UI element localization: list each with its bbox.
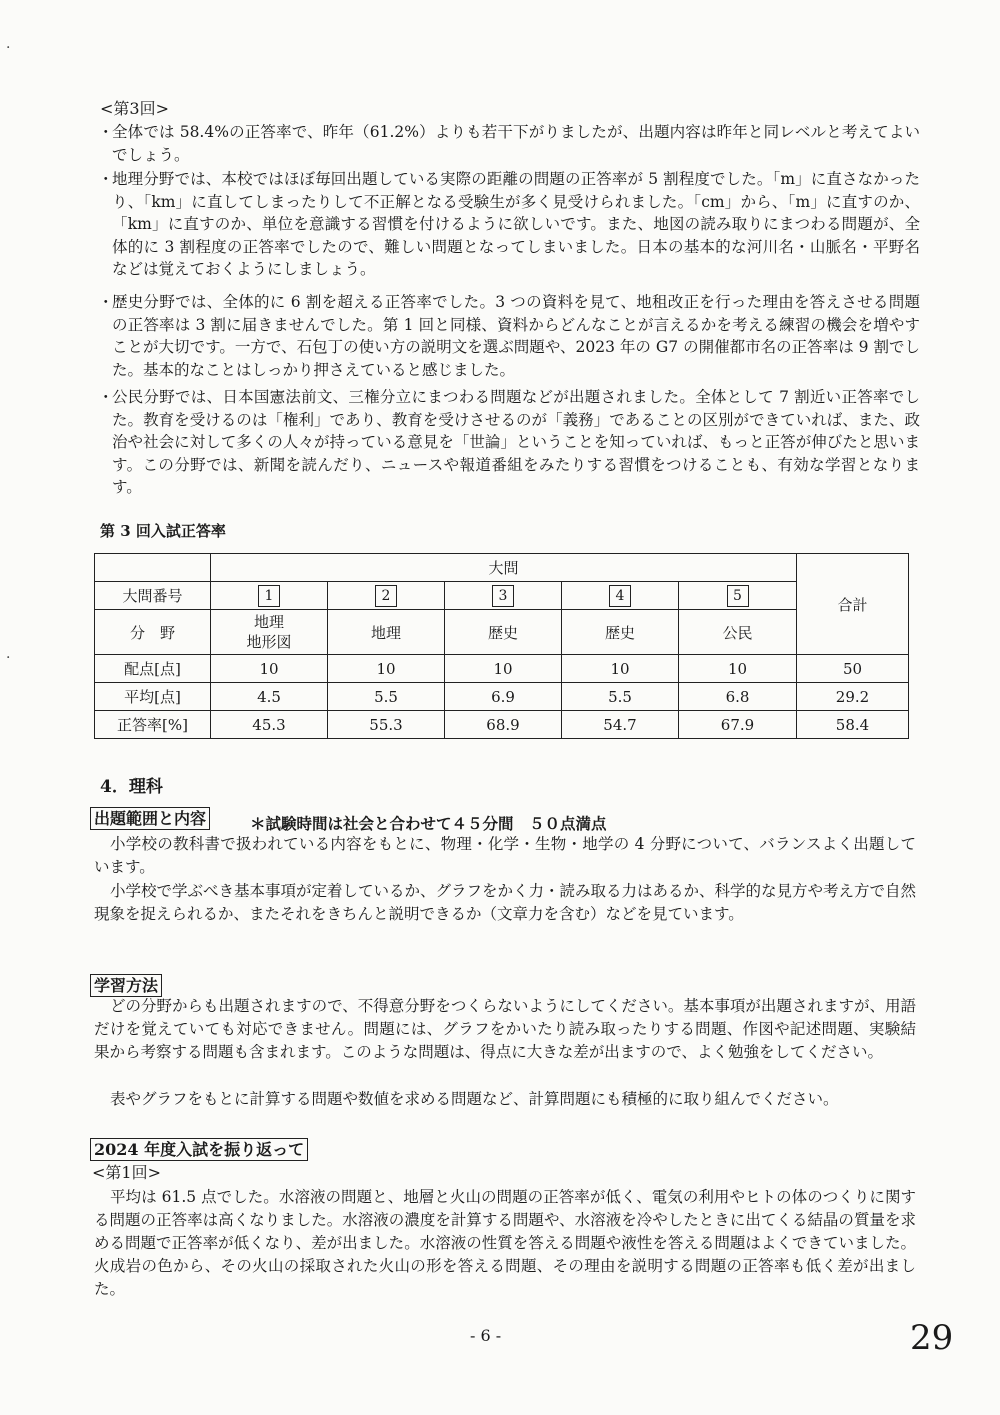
field-cell <box>211 610 328 655</box>
round1-title: <第1回> <box>92 1163 161 1182</box>
total-header: 合計 <box>797 554 909 655</box>
qnum-box: 2 <box>375 585 397 607</box>
qnum-cell <box>679 582 797 610</box>
row-label: 平均[点] <box>95 683 211 711</box>
row-label: 分 野 <box>95 610 211 655</box>
field-line: 地形図 <box>246 633 292 651</box>
scope-paragraph: 小学校で学ぶべき基本事項が定着しているか、グラフをかく力・読み取る力はあるか、科学的な見方や考え方で自然現象を捉えられるか、またそれをきちんと説明できるか（文章力を含む）などを見ています。 <box>94 882 917 923</box>
avg-cell: 6.8 <box>679 683 797 711</box>
qnum-cell <box>328 582 445 610</box>
section3-title: <第3回> <box>100 99 169 118</box>
bullet-civics: ・ 公民分野では、日本国憲法前文、三権分立にまつわる問題などが出題されました。全体として 7 割近い正答率でした。教育を受けるのは「権利」であり、教育を受けさせるのが「義務」であることの区別ができていれば、また、政治や社会に対して多くの人々が持っている意見を「世論」ということを知っていれば、もっと正答が伸びたと思います。この分野では、新聞を読んだり、ニュースや報道番組をみたりする習慣をつけることも、有効な学習となります。 <box>98 388 920 496</box>
study-label: 学習方法 <box>90 974 162 997</box>
points-cell: 10 <box>211 655 328 683</box>
row-label: 配点[点] <box>95 655 211 683</box>
qnum-cell <box>445 582 562 610</box>
score-table <box>94 553 909 739</box>
avg-total-cell: 29.2 <box>797 683 909 711</box>
avg-cell: 5.5 <box>562 683 679 711</box>
avg-cell: 6.9 <box>445 683 562 711</box>
points-cell: 10 <box>445 655 562 683</box>
table-row-field <box>95 610 909 655</box>
scope-note: ＊試験時間は社会と合わせて４５分間 ５０点満点 <box>250 814 607 833</box>
study-paragraph: 表やグラフをもとに計算する問題や数値を求める問題など、計算問題にも積極的に取り組んでください。 <box>110 1090 839 1108</box>
points-cell: 10 <box>679 655 797 683</box>
group-header: 大問 <box>211 554 797 582</box>
rate-cell: 68.9 <box>445 711 562 739</box>
field-cell: 歴史 <box>445 610 562 655</box>
field-line: 地理 <box>253 613 284 631</box>
stamp-number: 29 <box>910 1318 954 1358</box>
table-title: 第 3 回入試正答率 <box>100 522 226 540</box>
table-row-rate <box>95 711 909 739</box>
rate-cell: 55.3 <box>328 711 445 739</box>
qnum-box: 4 <box>609 585 631 607</box>
study-paragraph: どの分野からも出題されますので、不得意分野をつくらないようにしてください。基本事項が出題されますが、用語だけを覚えていても対応できません。問題には、グラフをかいたり読み取ったりする問題、作図や記述問題、実験結果から考察する問題も含まれます。このような問題は、得点に大きな差が出ますので、よく勉強をしてください。 <box>94 997 916 1061</box>
qnum-box: 3 <box>492 585 514 607</box>
science-heading: 4．理科 <box>100 777 163 797</box>
points-cell: 10 <box>328 655 445 683</box>
bullet-overall: ・ 全体では 58.4%の正答率で、昨年（61.2%）よりも若干下がりましたが、出題内容は昨年と同レベルと考えてよいでしょう。 <box>98 123 920 164</box>
row-label: 大問番号 <box>95 582 211 610</box>
avg-cell: 4.5 <box>211 683 328 711</box>
rate-total-cell: 58.4 <box>797 711 909 739</box>
field-cell: 公民 <box>679 610 797 655</box>
round1-paragraph: 平均は 61.5 点でした。水溶液の問題と、地層と火山の問題の正答率が低く、電気の利用やヒトの体のつくりに関する問題の正答率は高くなりました。水溶液の濃度を計算する問題や、水溶液を冷やしたときに出てくる結晶の質量を求める問題で正答率が低くなり、差が出ました。水溶液の性質を答える問題や液性を答える問題はよくできていました。火成岩の色から、その火山の採取された火山の形を答える問題、その理由を説明する問題の正答率も低く差が出ました。 <box>94 1188 916 1298</box>
qnum-box: 5 <box>727 585 749 607</box>
bullet-geography: ・ 地理分野では、本校ではほぼ毎回出題している実際の距離の問題の正答率が 5 割程度でした。「m」に直さなかったり、「km」に直してしまったりして不正解となる受験生が多く見受けられました。「cm」から、「m」に直すのか、「km」に直すのか、単位を意識する習慣を付けるように欲しいです。また、地図の読み取りにまつわる問題が、全体的に 3 割程度の正答率でしたので、難しい問題となってしまいました。日本の基本的な河川名・山脈名・平野名などは覚えておくようにしましょう。 <box>98 170 920 278</box>
points-total-cell: 50 <box>797 655 909 683</box>
qnum-box: 1 <box>258 585 280 607</box>
table-row-points <box>95 655 909 683</box>
field-cell: 地理 <box>328 610 445 655</box>
table-header-row <box>95 554 909 582</box>
page-number: - 6 - <box>470 1326 502 1345</box>
table-corner <box>95 554 211 582</box>
scope-label: 出題範囲と内容 <box>90 807 210 830</box>
rate-cell: 54.7 <box>562 711 679 739</box>
rate-cell: 67.9 <box>679 711 797 739</box>
bullet-history: ・ 歴史分野では、全体的に 6 割を超える正答率でした。3 つの資料を見て、地租改正を行った理由を答えさせる問題の正答率は 3 割に届きませんでした。第 1 回と同様、資料からどんなことが言えるかを考える練習の機会を増やすことが大切です。一方で、石包丁の使い方の説明文を選ぶ問題や、2023 年の G7 の開催都市名の正答率は 9 割でした。基本的なことはしっかり押さえていると感じました。 <box>98 293 920 379</box>
scope-paragraph: 小学校の教科書で扱われている内容をもとに、物理・化学・生物・地学の 4 分野について、バランスよく出題しています。 <box>94 835 916 876</box>
points-cell: 10 <box>562 655 679 683</box>
table-row-avg <box>95 683 909 711</box>
field-cell: 歴史 <box>562 610 679 655</box>
row-label: 正答率[%] <box>95 711 211 739</box>
qnum-cell <box>562 582 679 610</box>
review-label: 2024 年度入試を振り返って <box>90 1138 308 1161</box>
scan-mark: · <box>6 40 11 56</box>
table-row-qnum <box>95 582 909 610</box>
qnum-cell <box>211 582 328 610</box>
avg-cell: 5.5 <box>328 683 445 711</box>
scan-mark: · <box>6 650 11 666</box>
rate-cell: 45.3 <box>211 711 328 739</box>
